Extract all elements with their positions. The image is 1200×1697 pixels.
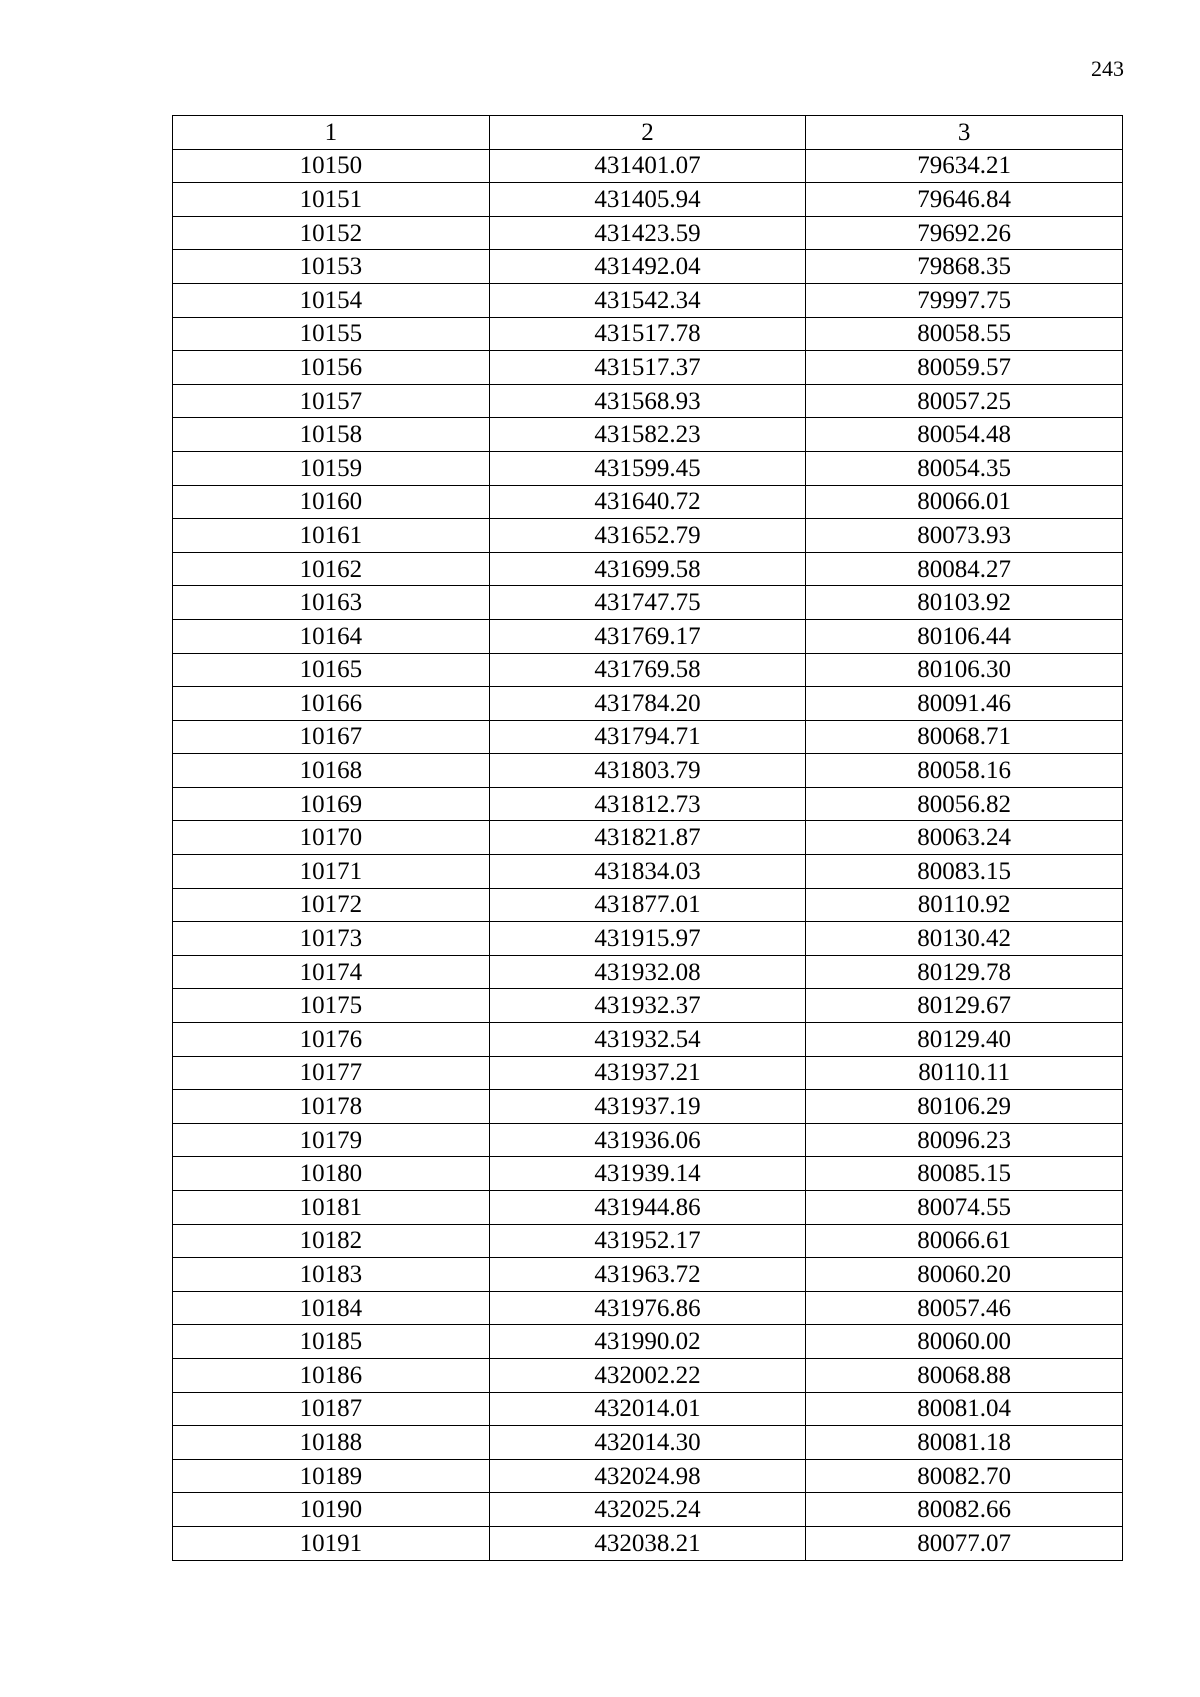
table-cell-col-1: 10191 xyxy=(173,1526,490,1560)
table-cell-col-2: 431932.37 xyxy=(489,989,806,1023)
table-cell-col-3: 80054.35 xyxy=(806,451,1123,485)
table-row xyxy=(173,1258,1123,1292)
table-row xyxy=(173,989,1123,1023)
table-row xyxy=(173,1291,1123,1325)
table-row xyxy=(173,485,1123,519)
table-cell-col-3: 79868.35 xyxy=(806,250,1123,284)
table-cell-col-2: 431599.45 xyxy=(489,451,806,485)
table-cell-col-3: 80058.55 xyxy=(806,317,1123,351)
table-row xyxy=(173,183,1123,217)
table-row xyxy=(173,1157,1123,1191)
table-cell-col-3: 80083.15 xyxy=(806,855,1123,889)
table-row xyxy=(173,216,1123,250)
table-row xyxy=(173,351,1123,385)
table-row xyxy=(173,519,1123,553)
table-cell-col-2: 431517.37 xyxy=(489,351,806,385)
table-cell-col-2: 431492.04 xyxy=(489,250,806,284)
table-row xyxy=(173,1023,1123,1057)
table-cell-col-1: 10175 xyxy=(173,989,490,1023)
table-row xyxy=(173,418,1123,452)
table-row xyxy=(173,317,1123,351)
table-cell-col-1: 10163 xyxy=(173,586,490,620)
table-row xyxy=(173,1526,1123,1560)
table-cell-col-2: 431952.17 xyxy=(489,1224,806,1258)
table-cell-col-2: 432014.30 xyxy=(489,1426,806,1460)
table-cell-col-2: 431699.58 xyxy=(489,552,806,586)
table-row xyxy=(173,586,1123,620)
table-cell-col-2: 431812.73 xyxy=(489,787,806,821)
table-cell-col-1: 10168 xyxy=(173,754,490,788)
coordinates-table xyxy=(172,115,1123,1561)
table-row xyxy=(173,619,1123,653)
table-cell-col-3: 80129.78 xyxy=(806,955,1123,989)
table-cell-col-1: 10153 xyxy=(173,250,490,284)
table-cell-col-3: 80073.93 xyxy=(806,519,1123,553)
table-cell-col-2: 431405.94 xyxy=(489,183,806,217)
column-header-3: 3 xyxy=(806,116,1123,150)
table-cell-col-1: 10156 xyxy=(173,351,490,385)
table-row xyxy=(173,754,1123,788)
table-cell-col-1: 10154 xyxy=(173,283,490,317)
table-cell-col-3: 80068.88 xyxy=(806,1358,1123,1392)
table-cell-col-2: 432024.98 xyxy=(489,1459,806,1493)
table-row xyxy=(173,1123,1123,1157)
table-row xyxy=(173,451,1123,485)
table-cell-col-1: 10179 xyxy=(173,1123,490,1157)
table-cell-col-3: 80068.71 xyxy=(806,720,1123,754)
table-cell-col-1: 10158 xyxy=(173,418,490,452)
table-cell-col-2: 431821.87 xyxy=(489,821,806,855)
table-cell-col-1: 10162 xyxy=(173,552,490,586)
table-header-row xyxy=(173,116,1123,150)
table-row xyxy=(173,955,1123,989)
table-cell-col-1: 10177 xyxy=(173,1056,490,1090)
table-cell-col-1: 10176 xyxy=(173,1023,490,1057)
table-cell-col-2: 431937.21 xyxy=(489,1056,806,1090)
table-cell-col-1: 10152 xyxy=(173,216,490,250)
table-cell-col-3: 80110.11 xyxy=(806,1056,1123,1090)
table-cell-col-3: 80060.20 xyxy=(806,1258,1123,1292)
table-cell-col-1: 10171 xyxy=(173,855,490,889)
table-cell-col-2: 432025.24 xyxy=(489,1493,806,1527)
table-cell-col-3: 80110.92 xyxy=(806,888,1123,922)
column-header-2: 2 xyxy=(489,116,806,150)
table-cell-col-2: 431401.07 xyxy=(489,149,806,183)
table-cell-col-3: 79634.21 xyxy=(806,149,1123,183)
table-cell-col-2: 431963.72 xyxy=(489,1258,806,1292)
table-cell-col-2: 431769.17 xyxy=(489,619,806,653)
table-cell-col-1: 10189 xyxy=(173,1459,490,1493)
table-cell-col-1: 10151 xyxy=(173,183,490,217)
table-cell-col-1: 10178 xyxy=(173,1090,490,1124)
table-cell-col-1: 10187 xyxy=(173,1392,490,1426)
table-cell-col-2: 431769.58 xyxy=(489,653,806,687)
table-cell-col-2: 431932.08 xyxy=(489,955,806,989)
table-cell-col-1: 10183 xyxy=(173,1258,490,1292)
table-cell-col-1: 10160 xyxy=(173,485,490,519)
table-cell-col-1: 10157 xyxy=(173,384,490,418)
table-cell-col-3: 80077.07 xyxy=(806,1526,1123,1560)
table-cell-col-1: 10166 xyxy=(173,687,490,721)
table-row xyxy=(173,922,1123,956)
table-cell-col-2: 431794.71 xyxy=(489,720,806,754)
table-cell-col-2: 432038.21 xyxy=(489,1526,806,1560)
table-row xyxy=(173,855,1123,889)
table-cell-col-2: 431944.86 xyxy=(489,1191,806,1225)
table-cell-col-3: 80130.42 xyxy=(806,922,1123,956)
table-row xyxy=(173,1325,1123,1359)
table-cell-col-2: 431915.97 xyxy=(489,922,806,956)
table-row xyxy=(173,1493,1123,1527)
table-row xyxy=(173,384,1123,418)
table-cell-col-3: 80082.66 xyxy=(806,1493,1123,1527)
table-cell-col-3: 80081.18 xyxy=(806,1426,1123,1460)
table-cell-col-3: 80129.67 xyxy=(806,989,1123,1023)
table-cell-col-1: 10180 xyxy=(173,1157,490,1191)
table-cell-col-2: 431990.02 xyxy=(489,1325,806,1359)
table-cell-col-1: 10188 xyxy=(173,1426,490,1460)
table-cell-col-3: 80066.61 xyxy=(806,1224,1123,1258)
table-cell-col-3: 80106.29 xyxy=(806,1090,1123,1124)
table-cell-col-3: 80103.92 xyxy=(806,586,1123,620)
page-number: 243 xyxy=(1091,56,1124,81)
table-cell-col-2: 431582.23 xyxy=(489,418,806,452)
table-row xyxy=(173,1224,1123,1258)
table-row xyxy=(173,1392,1123,1426)
table-cell-col-3: 80063.24 xyxy=(806,821,1123,855)
table-cell-col-2: 431932.54 xyxy=(489,1023,806,1057)
table-cell-col-2: 431542.34 xyxy=(489,283,806,317)
table-cell-col-2: 432002.22 xyxy=(489,1358,806,1392)
table-cell-col-1: 10164 xyxy=(173,619,490,653)
table-cell-col-2: 431936.06 xyxy=(489,1123,806,1157)
table-row xyxy=(173,552,1123,586)
table-cell-col-3: 80106.44 xyxy=(806,619,1123,653)
table-cell-col-2: 431423.59 xyxy=(489,216,806,250)
table-cell-col-2: 431976.86 xyxy=(489,1291,806,1325)
table-cell-col-3: 80056.82 xyxy=(806,787,1123,821)
table-row xyxy=(173,787,1123,821)
table-cell-col-1: 10185 xyxy=(173,1325,490,1359)
table-cell-col-2: 431803.79 xyxy=(489,754,806,788)
table-cell-col-2: 431652.79 xyxy=(489,519,806,553)
table-cell-col-3: 80082.70 xyxy=(806,1459,1123,1493)
table-cell-col-1: 10161 xyxy=(173,519,490,553)
table-cell-col-3: 80066.01 xyxy=(806,485,1123,519)
table-cell-col-3: 80084.27 xyxy=(806,552,1123,586)
table-row xyxy=(173,888,1123,922)
table-cell-col-3: 80106.30 xyxy=(806,653,1123,687)
table-row xyxy=(173,1358,1123,1392)
table-cell-col-2: 431877.01 xyxy=(489,888,806,922)
column-header-1: 1 xyxy=(173,116,490,150)
table-row xyxy=(173,821,1123,855)
table-cell-col-1: 10172 xyxy=(173,888,490,922)
table-row xyxy=(173,1459,1123,1493)
table-cell-col-3: 80057.46 xyxy=(806,1291,1123,1325)
table-cell-col-1: 10182 xyxy=(173,1224,490,1258)
table-cell-col-3: 80054.48 xyxy=(806,418,1123,452)
table-cell-col-1: 10173 xyxy=(173,922,490,956)
table-body xyxy=(173,149,1123,1560)
table-cell-col-3: 80091.46 xyxy=(806,687,1123,721)
table-cell-col-3: 80129.40 xyxy=(806,1023,1123,1057)
table-row xyxy=(173,687,1123,721)
table-cell-col-3: 80057.25 xyxy=(806,384,1123,418)
table-row xyxy=(173,149,1123,183)
table-row xyxy=(173,1191,1123,1225)
table-cell-col-2: 431834.03 xyxy=(489,855,806,889)
table-row xyxy=(173,1056,1123,1090)
table-cell-col-1: 10159 xyxy=(173,451,490,485)
table-row xyxy=(173,283,1123,317)
table-cell-col-2: 431939.14 xyxy=(489,1157,806,1191)
table-row xyxy=(173,653,1123,687)
table-cell-col-2: 432014.01 xyxy=(489,1392,806,1426)
table-cell-col-3: 79646.84 xyxy=(806,183,1123,217)
table-cell-col-1: 10170 xyxy=(173,821,490,855)
table-cell-col-1: 10165 xyxy=(173,653,490,687)
table-cell-col-1: 10155 xyxy=(173,317,490,351)
table-cell-col-3: 80060.00 xyxy=(806,1325,1123,1359)
table-row xyxy=(173,1090,1123,1124)
table-cell-col-1: 10181 xyxy=(173,1191,490,1225)
table-cell-col-2: 431784.20 xyxy=(489,687,806,721)
table-cell-col-2: 431568.93 xyxy=(489,384,806,418)
table-cell-col-2: 431517.78 xyxy=(489,317,806,351)
table-cell-col-1: 10174 xyxy=(173,955,490,989)
table-cell-col-3: 79692.26 xyxy=(806,216,1123,250)
table-cell-col-3: 80096.23 xyxy=(806,1123,1123,1157)
table-row xyxy=(173,1426,1123,1460)
table-cell-col-3: 80081.04 xyxy=(806,1392,1123,1426)
table-row xyxy=(173,250,1123,284)
table-cell-col-3: 80059.57 xyxy=(806,351,1123,385)
table-cell-col-1: 10167 xyxy=(173,720,490,754)
table-cell-col-2: 431937.19 xyxy=(489,1090,806,1124)
table-cell-col-2: 431640.72 xyxy=(489,485,806,519)
table-cell-col-3: 79997.75 xyxy=(806,283,1123,317)
table-cell-col-3: 80074.55 xyxy=(806,1191,1123,1225)
table-cell-col-3: 80058.16 xyxy=(806,754,1123,788)
table-cell-col-1: 10186 xyxy=(173,1358,490,1392)
table-cell-col-2: 431747.75 xyxy=(489,586,806,620)
table-cell-col-1: 10150 xyxy=(173,149,490,183)
table-cell-col-3: 80085.15 xyxy=(806,1157,1123,1191)
table-cell-col-1: 10184 xyxy=(173,1291,490,1325)
table-cell-col-1: 10169 xyxy=(173,787,490,821)
table-cell-col-1: 10190 xyxy=(173,1493,490,1527)
table-row xyxy=(173,720,1123,754)
